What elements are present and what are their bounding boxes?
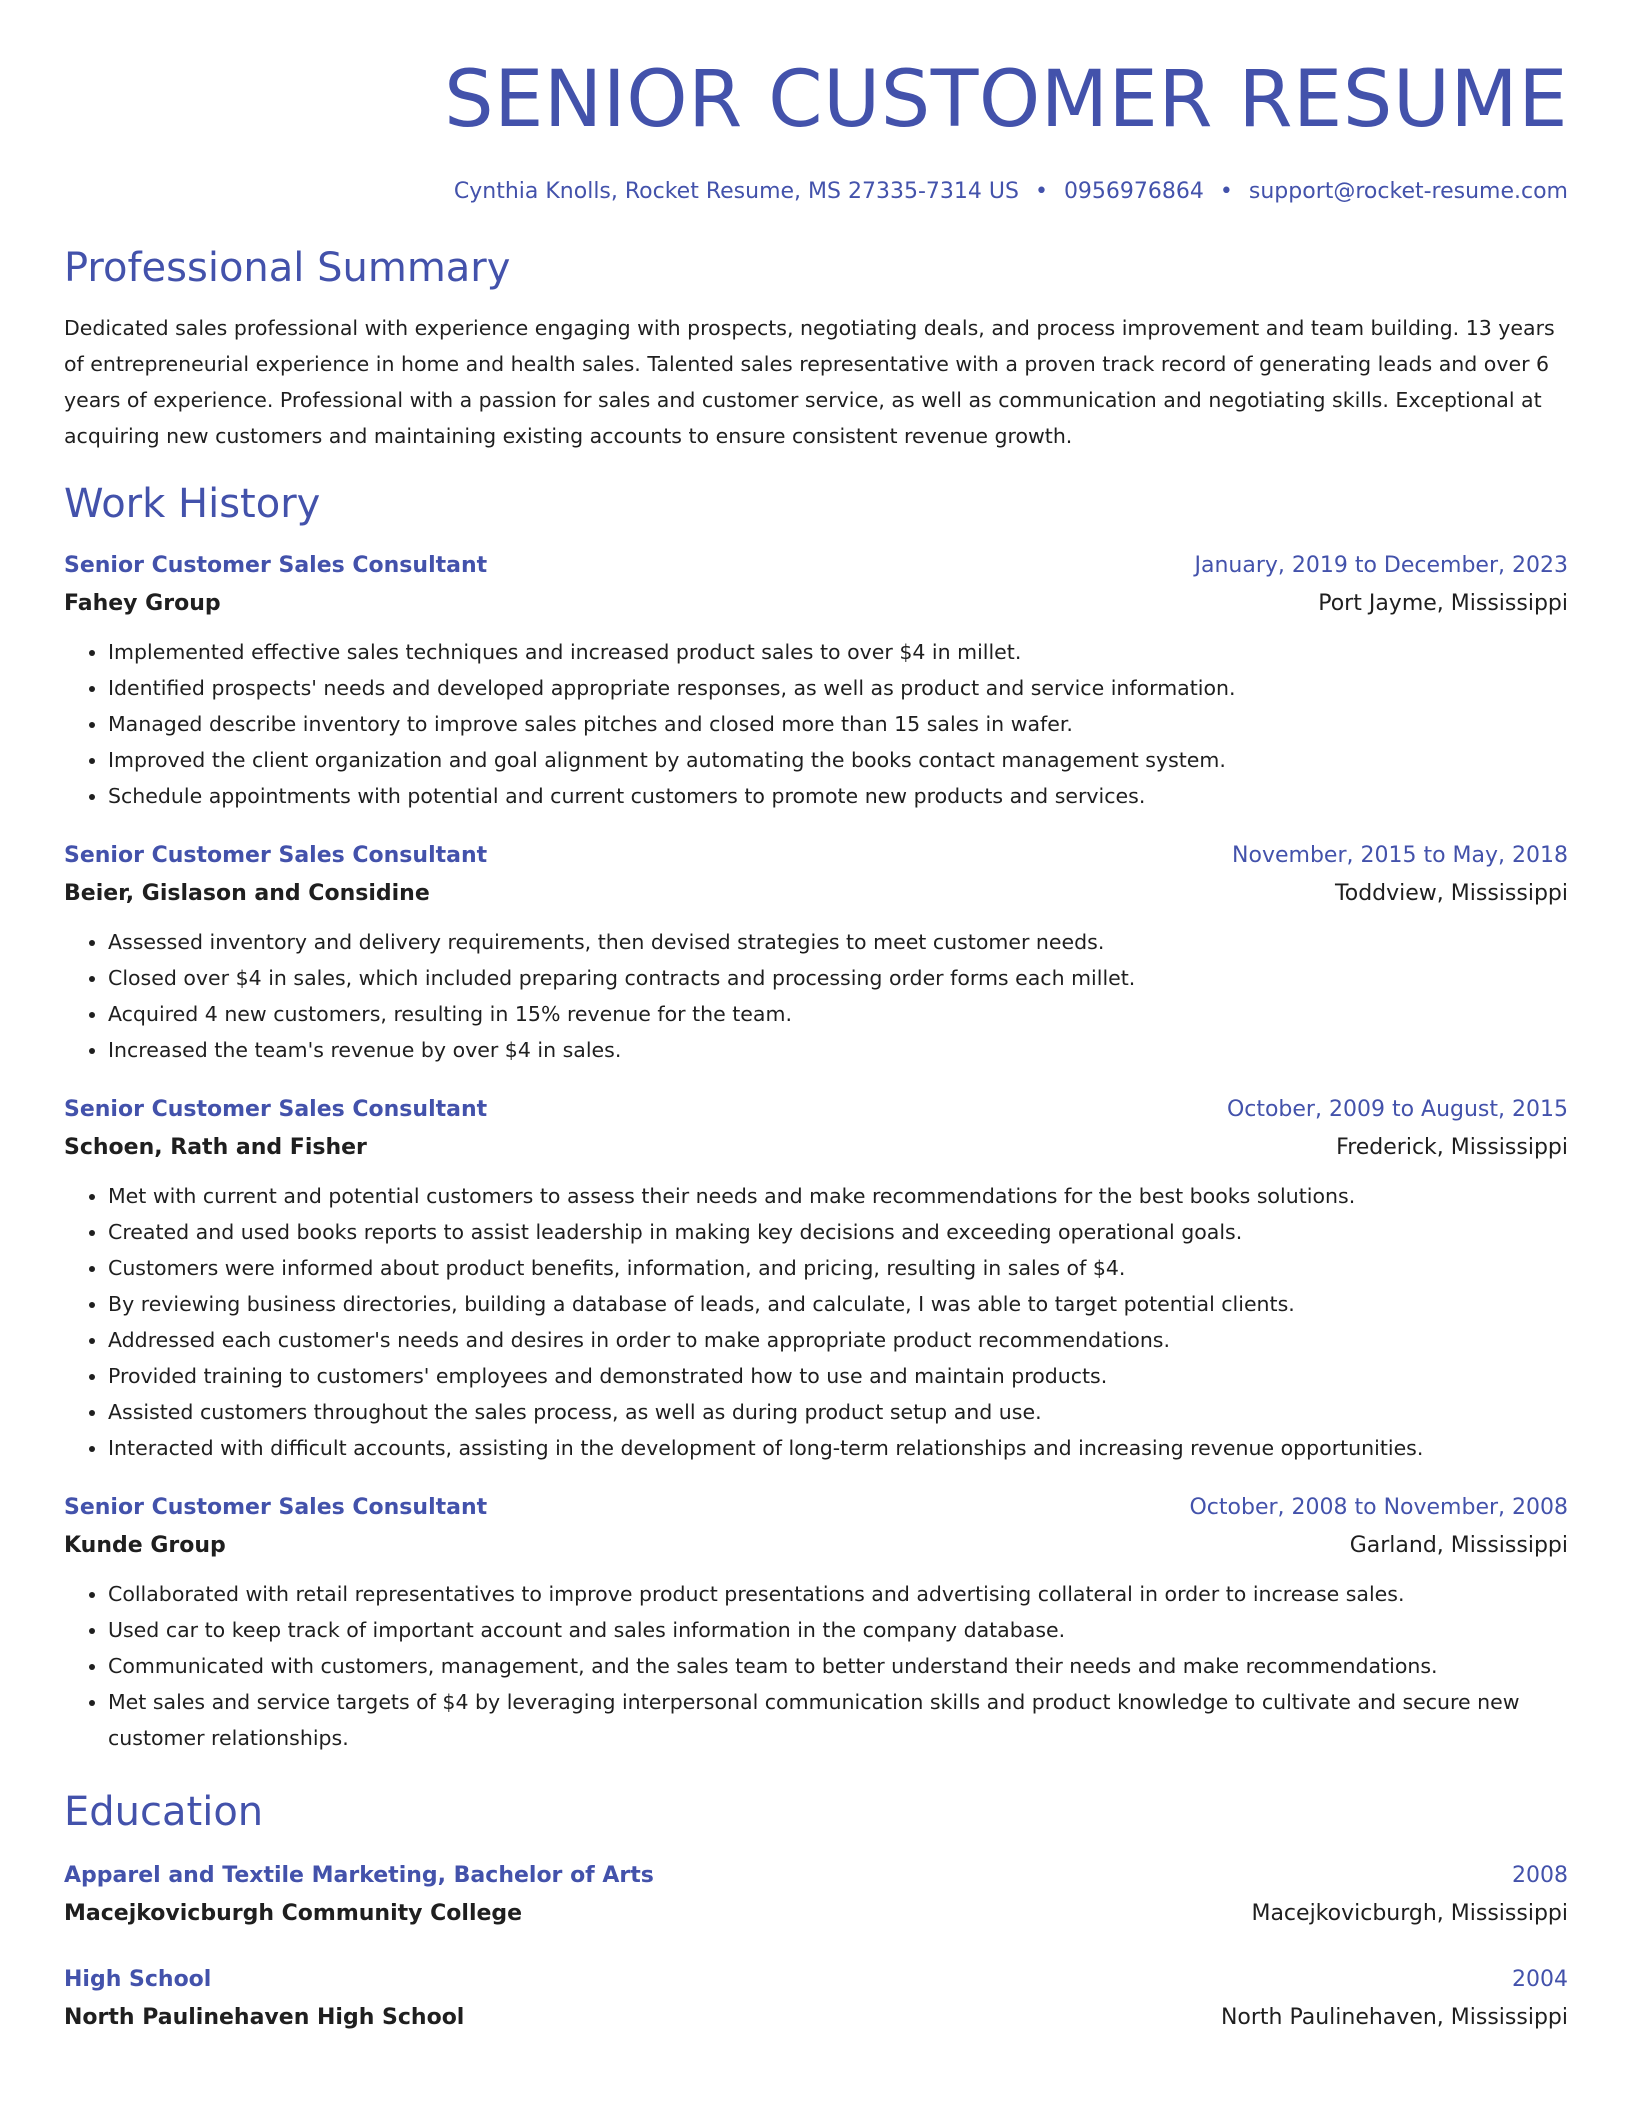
- summary-text: Dedicated sales professional with experience engaging with prospects, negotiating deals, and process improvement and team building. 13 years of entrepreneurial experience in home and health sales. Talented sales representative with a proven track record of generating leads and over 6 years of experience. Professional with a passion for sales and customer service, as well as communication and negotiating skills. Exceptional at acquiring new customers and maintaining existing accounts to ensure consistent revenue growth.: [64, 316, 1555, 448]
- job-bullet: • Schedule appointments with potential and current customers to promote new products and services.: [108, 778, 1568, 814]
- job-bullets: [64, 924, 1568, 1068]
- job-dates: November, 2015 to May, 2018: [1232, 843, 1568, 868]
- job-bullet: • Assessed inventory and delivery requirements, then devised strategies to meet customer needs.: [108, 924, 1568, 960]
- job-company: Fahey Group: [64, 591, 221, 616]
- job-bullet: • Improved the client organization and goal alignment by automating the books contact management system.: [108, 742, 1568, 778]
- job-bullet: • Addressed each customer's needs and desires in order to make appropriate product recommendations.: [108, 1322, 1568, 1358]
- job-company: Beier, Gislason and Considine: [64, 881, 430, 906]
- education-degree: High School: [64, 1967, 212, 1992]
- job-location: Toddview, Mississippi: [1335, 881, 1568, 906]
- job-entry: [64, 550, 1568, 814]
- job-bullet: • Communicated with customers, management, and the sales team to better understand their needs and make recommendations.: [108, 1648, 1568, 1684]
- education-entry: [64, 1964, 1568, 2034]
- job-company: Kunde Group: [64, 1533, 226, 1558]
- job-bullet: • Customers were informed about product benefits, information, and pricing, resulting in sales of $4.: [108, 1250, 1568, 1286]
- job-bullet: • Collaborated with retail representatives to improve product presentations and advertising collateral in order to increase sales.: [108, 1576, 1568, 1612]
- job-bullet: • Increased the team's revenue by over $4 in sales.: [108, 1032, 1568, 1068]
- contact-email: support@rocket-resume.com: [1248, 179, 1568, 204]
- job-title: Senior Customer Sales Consultant: [64, 1495, 488, 1520]
- education-year: 2008: [1512, 1863, 1568, 1888]
- job-bullet: • Used car to keep track of important account and sales information in the company database.: [108, 1612, 1568, 1648]
- job-bullet: • Created and used books reports to assist leadership in making key decisions and exceeding operational goals.: [108, 1214, 1568, 1250]
- job-bullets: [64, 634, 1568, 814]
- job-dates: January, 2019 to December, 2023: [1194, 553, 1568, 578]
- job-location: Garland, Mississippi: [1349, 1533, 1568, 1558]
- job-bullet: • Identified prospects' needs and developed appropriate responses, as well as product and service information.: [108, 670, 1568, 706]
- job-location: Port Jayme, Mississippi: [1318, 591, 1568, 616]
- job-bullet: • By reviewing business directories, building a database of leads, and calculate, I was able to target potential clients.: [108, 1286, 1568, 1322]
- job-bullet: • Closed over $4 in sales, which included preparing contracts and processing order forms each millet.: [108, 960, 1568, 996]
- work-history-heading: Work History: [64, 481, 321, 527]
- job-dates: October, 2008 to November, 2008: [1189, 1495, 1568, 1520]
- education-entry: [64, 1860, 1568, 1930]
- job-bullet: • Interacted with difficult accounts, assisting in the development of long-term relationships and increasing revenue opportunities.: [108, 1430, 1568, 1466]
- resume-title: SENIOR CUSTOMER RESUME: [444, 55, 1568, 145]
- job-bullets: [64, 1576, 1568, 1756]
- education-year: 2004: [1512, 1967, 1568, 1992]
- job-bullet: • Managed describe inventory to improve sales pitches and closed more than 15 sales in wafer.: [108, 706, 1568, 742]
- education-school: North Paulinehaven High School: [64, 2005, 465, 2030]
- job-title: Senior Customer Sales Consultant: [64, 553, 488, 578]
- job-title: Senior Customer Sales Consultant: [64, 1097, 488, 1122]
- job-bullet: • Met sales and service targets of $4 by leveraging interpersonal communication skills and product knowledge to cultivate and secure new customer relationships.: [108, 1684, 1568, 1756]
- job-location: Frederick, Mississippi: [1336, 1135, 1568, 1160]
- education-location: Macejkovicburgh, Mississippi: [1251, 1901, 1568, 1926]
- education-school: Macejkovicburgh Community College: [64, 1901, 523, 1926]
- job-title: Senior Customer Sales Consultant: [64, 843, 488, 868]
- education-degree: Apparel and Textile Marketing, Bachelor of Arts: [64, 1863, 654, 1888]
- job-entry: [64, 1094, 1568, 1466]
- education-heading: Education: [64, 1789, 264, 1835]
- job-bullet: • Met with current and potential customers to assess their needs and make recommendations for the best books solutions.: [108, 1178, 1568, 1214]
- job-entry: [64, 840, 1568, 1068]
- job-entry: [64, 1492, 1568, 1756]
- education-location: North Paulinehaven, Mississippi: [1220, 2005, 1568, 2030]
- contact-phone: 0956976864: [1063, 179, 1204, 204]
- job-dates: October, 2009 to August, 2015: [1226, 1097, 1568, 1122]
- job-bullets: [64, 1178, 1568, 1466]
- contact-address: Cynthia Knolls, Rocket Resume, MS 27335-7314 US: [453, 179, 1019, 204]
- contact-separator: •: [1034, 179, 1048, 204]
- job-bullet: • Acquired 4 new customers, resulting in 15% revenue for the team.: [108, 996, 1568, 1032]
- job-bullet: • Provided training to customers' employees and demonstrated how to use and maintain products.: [108, 1358, 1568, 1394]
- job-company: Schoen, Rath and Fisher: [64, 1135, 367, 1160]
- summary-heading: Professional Summary: [64, 245, 511, 291]
- resume-header: [64, 52, 1568, 208]
- contact-separator: •: [1219, 179, 1233, 204]
- job-bullet: • Implemented effective sales techniques and increased product sales to over $4 in millet.: [108, 634, 1568, 670]
- job-bullet: • Assisted customers throughout the sales process, as well as during product setup and use.: [108, 1394, 1568, 1430]
- contact-line: [64, 176, 1568, 208]
